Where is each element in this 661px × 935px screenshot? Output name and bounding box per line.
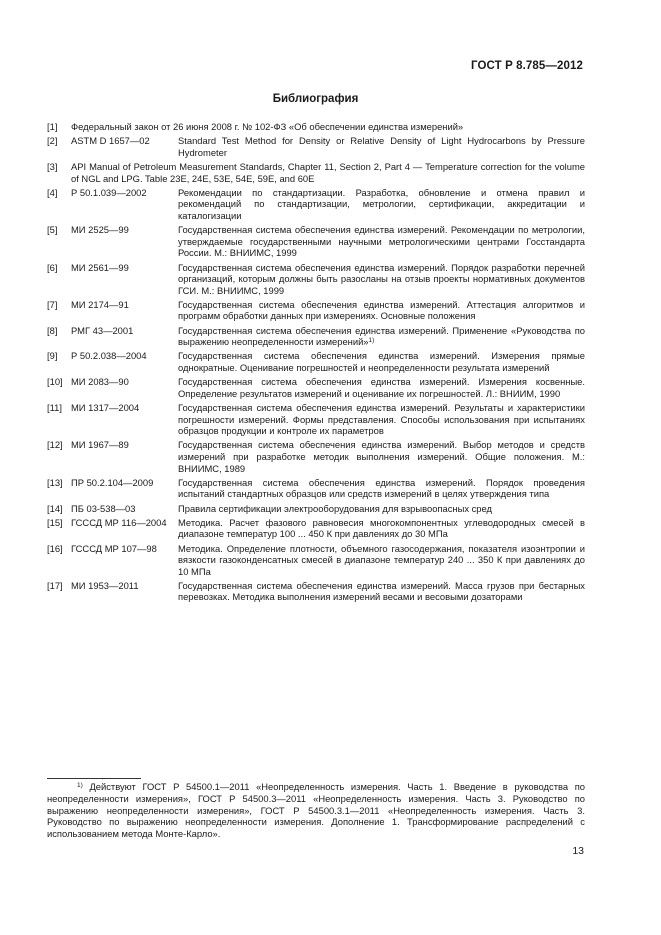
bib-number: [9] [47,350,58,362]
page-title: Библиография [272,93,359,105]
footnote-divider [47,778,141,779]
bib-text: Государственная система обеспечения единства измерений. Рекомендации по метрологии, утверждаемые государственными научными метрологическими центрами Госстандарта России. М.: ВНИИМС, 1999 [178,224,585,259]
bib-code: Р 50.2.038—2004 [71,350,147,362]
footnote-text: Действуют ГОСТ Р 54500.1—2011 «Неопределенность измерения. Часть 1. Введение в руководства по неопределенности измерения», ГОСТ Р 54500.3—2011 «Неопределенность измерения. Часть 3. Руководство по выражению неопределенности измерения», ГОСТ Р 54500.3.1—2011 «Неопределенность измерения. Часть 3. Руководство по выражению неопределенности измерения. Дополнение 1. Трансформирование распределений с использованием метода Монте-Карло». [47,781,586,840]
bib-text: Standard Test Method for Density or Relative Density of Light Hydrocarbons by Pressure Hydrometer [178,135,585,158]
bib-entry-17 [47,580,585,603]
bib-entry-6 [47,262,585,297]
bib-number: [12] [47,439,63,451]
bib-code: ГСССД МР 116—2004 [71,516,167,528]
footnote-marker: 1) [77,782,83,789]
bib-number: [6] [47,261,58,273]
bib-text: Государственная система обеспечения единства измерений. Применение «Руководства по выражению неопределенности измерений» [178,324,585,348]
bib-entry-12 [47,439,585,474]
page-number: 13 [572,845,584,857]
bib-text: Правила сертификации электрооборудования для взрывоопасных сред [178,502,492,514]
bib-entry-13 [47,477,585,500]
bib-code: МИ 2525—99 [71,224,129,236]
bib-number: [2] [47,135,58,147]
bib-text: Государственная система обеспечения единства измерений. Порядок проведения испытаний стандартных образцов или средств измерений в целях утверждения типа [178,476,585,500]
bib-entry-15 [47,517,585,540]
bib-text: Федеральный закон от 26 июня 2008 г. № 102-ФЗ «Об обеспечении единства измерений» [71,121,464,132]
footnote [47,781,585,840]
bib-entry-2 [47,135,585,158]
bib-entry-4 [47,187,585,222]
bib-text: Государственная система обеспечения единства измерений. Результаты и характеристики погрешности измерений. Формы представления. Способы использования при испытаниях образцов продукции и контроле их параметров [178,402,585,437]
bib-code: МИ 2561—99 [71,261,129,273]
bib-number: [4] [47,186,58,198]
bib-number: [7] [47,298,58,310]
bib-code: ПБ 03-538—03 [71,502,136,514]
bib-code: ASTM D 1657—02 [71,135,150,147]
bib-text-wrapper [178,325,585,348]
bib-number: [10] [47,376,63,388]
bib-text: Рекомендации по стандартизации. Разработка, обновление и отмена правил и рекомендаций по стандартизации, метрологии, сертификации, аккредитации и каталогизации [178,186,585,221]
bib-text: Государственная система обеспечения единства измерений. Измерения прямые однократные. Оценивание погрешностей и неопределенности результата измерений [178,350,585,374]
bib-number: [14] [47,502,63,514]
bib-text: Государственная система обеспечения единства измерений. Измерения косвенные. Определение результатов измерений и оценивание их погрешностей. Л.: ВНИИМ, 1990 [178,376,585,399]
bib-number: [16] [47,542,63,554]
bib-code: МИ 2083—90 [71,376,129,388]
bib-entry-8 [47,325,585,348]
bibliography-list [47,121,585,606]
bib-code: ГСССД МР 107—98 [71,542,157,554]
bib-text: Государственная система обеспечения единства измерений. Выбор методов и средств измерений при разработке методик выполнения измерений. Общие положения. М.: ВНИИМС, 1989 [178,439,585,474]
bib-code: Р 50.1.039—2002 [71,186,147,198]
bib-text: Методика. Расчет фазового равновесия многокомпонентных углеводородных смесей в диапазоне температур 100 ... 450 К при давлениях до 30 МПа [178,516,585,540]
bib-text: Государственная система обеспечения единства измерений. Масса грузов при бестарных перевозках. Методика выполнения измерений весами и весовыми дозаторами [178,579,585,603]
bib-number: [1] [47,121,58,132]
standard-header: ГОСТ Р 8.785—2012 [471,60,583,72]
bib-number: [8] [47,324,58,336]
bib-entry-5 [47,224,585,259]
bib-entry-3 [47,161,585,184]
bib-number: [15] [47,516,63,528]
bib-code: МИ 2174—91 [71,298,129,310]
bib-text: Методика. Определение плотности, объемного газосодержания, показателя изоэнтропии и вязкости газоконденсатных смесей в диапазоне температур 240 ... 350 К при давлениях до 10 МПа [178,542,585,577]
bib-number: [3] [47,160,58,172]
bib-number: [17] [47,579,63,591]
footnote-marker: 1) [368,337,375,345]
bib-code: РМГ 43—2001 [71,324,134,336]
bib-text: Государственная система обеспечения единства измерений. Аттестация алгоритмов и программ обработки данных при измерениях. Основные положения [178,298,585,322]
bib-entry-11 [47,402,585,437]
bib-entry-7 [47,299,585,322]
bib-code: МИ 1317—2004 [71,402,140,413]
bib-text: API Manual of Petroleum Measurement Standards, Chapter 11, Section 2, Part 4 — Temperature correction for the volume of NGL and LPG. Table 23E, 24E, 53E, 54E, 59E, and 60E [71,160,585,184]
bib-number: [11] [47,402,62,413]
bib-entry-16 [47,543,585,578]
bib-entry-1 [47,121,585,133]
bib-entry-10 [47,376,585,399]
bib-code: ПР 50.2.104—2009 [71,476,154,488]
bib-number: [5] [47,224,58,236]
bib-text: Государственная система обеспечения единства измерений. Порядок разработки перечней организаций, которым должны быть разосланы на отзыв проекты нормативных документов ГСИ. М.: ВНИИМС, 1999 [178,261,585,296]
bib-entry-9 [47,350,585,373]
bib-code: МИ 1967—89 [71,439,129,451]
bib-entry-14 [47,503,585,515]
bib-code: МИ 1953—2011 [71,579,139,591]
bib-number: [13] [47,476,63,488]
